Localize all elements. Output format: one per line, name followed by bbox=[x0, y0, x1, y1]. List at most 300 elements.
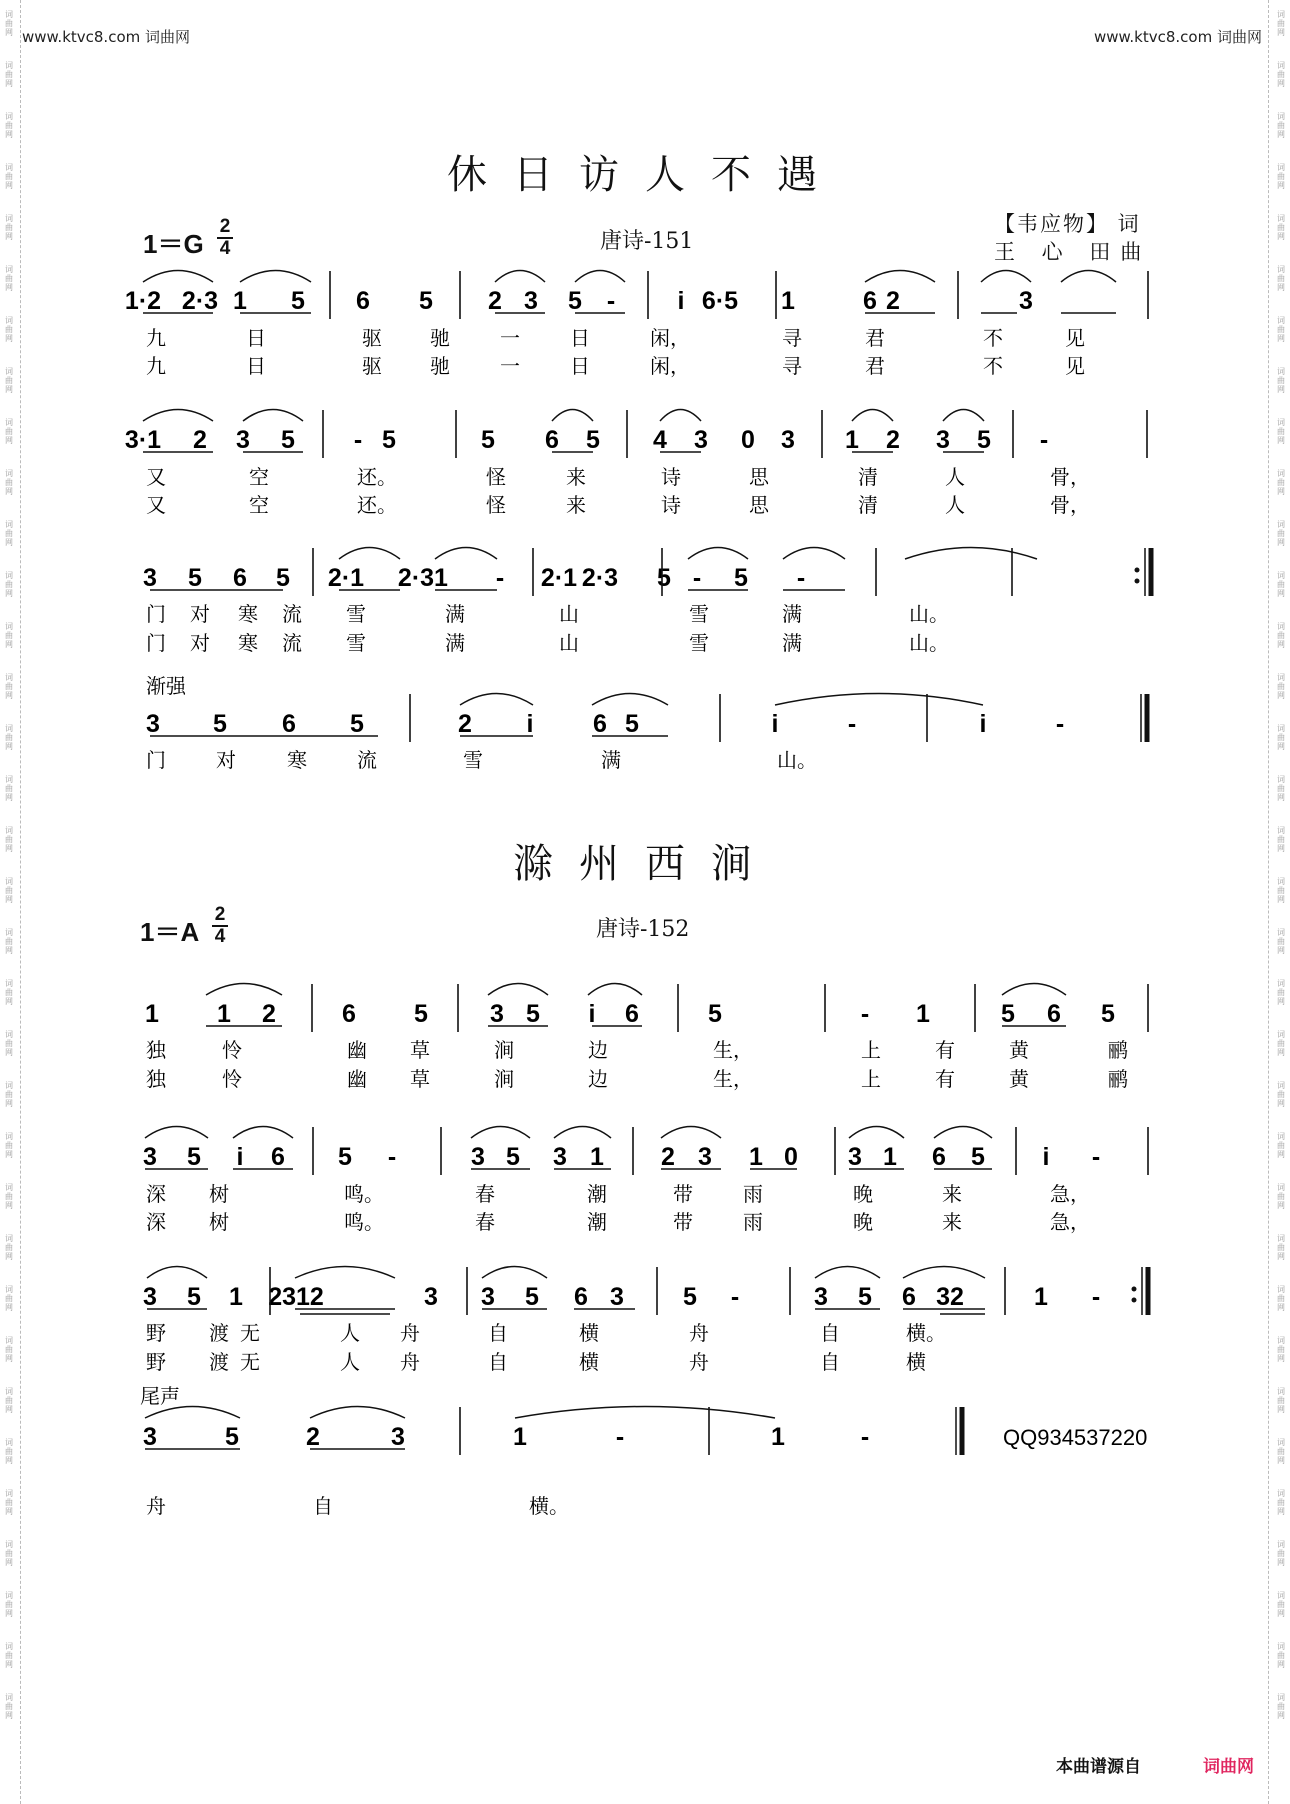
jianpu-note: 5 bbox=[708, 1000, 722, 1028]
jianpu-note: 5 bbox=[213, 710, 227, 738]
jianpu-note: 2 bbox=[886, 426, 900, 454]
jianpu-note: 3 bbox=[236, 426, 250, 454]
slur-arc bbox=[815, 1267, 880, 1279]
slur-arc bbox=[661, 1127, 721, 1139]
side-watermark-glyph: 词 曲 网 bbox=[5, 469, 13, 496]
lyric-syllable: 又 bbox=[146, 493, 166, 517]
jianpu-note: 5 bbox=[858, 1283, 872, 1311]
jianpu-note: 2312 bbox=[268, 1283, 324, 1311]
slur-arc bbox=[147, 1267, 207, 1279]
side-watermark-glyph: 词 曲 网 bbox=[1277, 1642, 1285, 1669]
jianpu-note: 6 bbox=[271, 1143, 285, 1171]
lyric-syllable: 横。 bbox=[529, 1494, 569, 1518]
jianpu-note: 5 bbox=[188, 564, 202, 592]
lyric-syllable: 满 bbox=[445, 631, 465, 655]
side-watermark-glyph: 词 曲 网 bbox=[1277, 112, 1285, 139]
slur-arc bbox=[240, 271, 311, 283]
jianpu-note: 5 bbox=[281, 426, 295, 454]
lyric-syllable: 深 bbox=[146, 1210, 166, 1234]
jianpu-note: i bbox=[236, 1143, 244, 1171]
side-watermark-glyph: 词 曲 网 bbox=[1277, 61, 1285, 88]
side-watermark-glyph: 词 曲 网 bbox=[5, 520, 13, 547]
lyric-syllable: 诗 bbox=[661, 493, 681, 517]
slur-arc bbox=[206, 984, 282, 996]
side-watermark-glyph: 词 曲 网 bbox=[5, 1489, 13, 1516]
jianpu-note: 5 bbox=[525, 1283, 539, 1311]
side-watermark-glyph: 词 曲 网 bbox=[5, 571, 13, 598]
lyric-syllable: 清 bbox=[858, 465, 878, 489]
footer-brand: 词曲网 bbox=[1203, 1757, 1254, 1777]
lyric-syllable: 涧 bbox=[494, 1038, 514, 1062]
lyric-syllable: 还。 bbox=[357, 493, 397, 517]
side-watermark-glyph: 词 曲 网 bbox=[1277, 520, 1285, 547]
side-watermark-glyph: 词 曲 网 bbox=[1277, 1183, 1285, 1210]
lyric-syllable: 渡 bbox=[209, 1321, 229, 1345]
repeat-dot bbox=[1135, 579, 1140, 584]
lyric-syllable: 驰 bbox=[430, 354, 450, 378]
lyric-syllable: 人 bbox=[945, 493, 965, 517]
lyric-syllable: 满 bbox=[445, 602, 465, 626]
song2-title: 滁州西涧 bbox=[513, 841, 777, 887]
jianpu-note: 1 bbox=[916, 1000, 930, 1028]
lyric-syllable: 九 bbox=[146, 326, 166, 350]
slur-arc bbox=[592, 694, 668, 706]
jianpu-note: - bbox=[1091, 1283, 1101, 1311]
jianpu-note: 0 bbox=[741, 426, 755, 454]
jianpu-note: 1 bbox=[217, 1000, 231, 1028]
jianpu-note: 5 bbox=[1001, 1000, 1015, 1028]
jianpu-note: 5 bbox=[526, 1000, 540, 1028]
lyric-syllable: 舟 bbox=[689, 1350, 709, 1374]
jianpu-note: 5 bbox=[414, 1000, 428, 1028]
lyric-syllable: 有 bbox=[935, 1067, 955, 1091]
lyric-syllable: 怜 bbox=[222, 1067, 242, 1091]
side-watermark-glyph: 词 曲 网 bbox=[5, 214, 13, 241]
side-watermark-glyph: 词 曲 网 bbox=[1277, 1336, 1285, 1363]
jianpu-note: - bbox=[860, 1423, 870, 1451]
song2-subtitle: 唐诗-152 bbox=[596, 917, 690, 942]
lyric-syllable: 边 bbox=[588, 1067, 608, 1091]
lyric-syllable: 诗 bbox=[661, 465, 681, 489]
lyric-syllable: 横 bbox=[579, 1350, 599, 1374]
slur-arc bbox=[554, 1127, 611, 1139]
jianpu-note: 6 bbox=[932, 1143, 946, 1171]
lyric-syllable: 流 bbox=[357, 748, 377, 772]
jianpu-note: 2·1 bbox=[327, 564, 365, 592]
lyric-syllable: 舟 bbox=[400, 1350, 420, 1374]
lyric-syllable: 流 bbox=[282, 602, 302, 626]
lyric-syllable: 渡 bbox=[209, 1350, 229, 1374]
side-watermark-glyph: 词 曲 网 bbox=[5, 1591, 13, 1618]
lyric-syllable: 野 bbox=[146, 1350, 166, 1374]
jianpu-note: 5 bbox=[291, 287, 305, 315]
lyric-syllable: 对 bbox=[216, 748, 236, 772]
lyric-syllable: 黄 bbox=[1009, 1067, 1029, 1091]
lyric-syllable: 山。 bbox=[909, 602, 949, 626]
side-watermark-glyph: 词 曲 网 bbox=[1277, 1489, 1285, 1516]
lyric-syllable: 清 bbox=[858, 493, 878, 517]
lyric-syllable: 鸣。 bbox=[344, 1182, 384, 1206]
jianpu-note: 3 bbox=[143, 1423, 157, 1451]
lyric-syllable: 急， bbox=[1050, 1210, 1090, 1234]
side-watermark-glyph: 词 曲 网 bbox=[1277, 571, 1285, 598]
lyric-syllable: 人 bbox=[340, 1350, 360, 1374]
lyric-syllable: 舟 bbox=[146, 1494, 166, 1518]
song1-composer: 王 心 田曲 bbox=[994, 240, 1152, 264]
lyric-syllable: 野 bbox=[146, 1321, 166, 1345]
side-watermark-glyph: 词 曲 网 bbox=[1277, 265, 1285, 292]
lyric-syllable: 又 bbox=[146, 465, 166, 489]
jianpu-note: 1 bbox=[590, 1143, 604, 1171]
side-watermark-glyph: 词 曲 网 bbox=[1277, 1438, 1285, 1465]
side-watermark-glyph: 词 曲 网 bbox=[1277, 1030, 1285, 1057]
lyric-syllable: 满 bbox=[782, 602, 802, 626]
song1-lyricist: 【韦应物】 词 bbox=[994, 212, 1141, 236]
lyric-syllable: 树 bbox=[209, 1182, 229, 1206]
jianpu-note: i bbox=[979, 710, 987, 738]
lyric-syllable: 雪 bbox=[346, 602, 366, 626]
slur-arc bbox=[575, 271, 625, 283]
side-watermark-glyph: 词 曲 网 bbox=[5, 1285, 13, 1312]
lyric-syllable: 空 bbox=[249, 465, 269, 489]
side-watermark-glyph: 词 曲 网 bbox=[5, 1336, 13, 1363]
lyric-syllable: 生， bbox=[713, 1067, 753, 1091]
side-watermark-glyph: 词 曲 网 bbox=[1277, 214, 1285, 241]
time-top: 2 bbox=[214, 904, 226, 925]
jianpu-note: 5 bbox=[338, 1143, 352, 1171]
jianpu-note: i bbox=[526, 710, 534, 738]
side-watermark-glyph: 词 曲 网 bbox=[1277, 469, 1285, 496]
jianpu-note: 6·5 bbox=[701, 287, 739, 315]
slur-arc bbox=[310, 1407, 405, 1419]
jianpu-note: 6 bbox=[342, 1000, 356, 1028]
side-watermark-glyph: 词 曲 网 bbox=[5, 979, 13, 1006]
slur-arc bbox=[981, 271, 1031, 283]
jianpu-note: 3 bbox=[1019, 287, 1033, 315]
jianpu-note: 2 bbox=[886, 287, 900, 315]
slur-arc bbox=[143, 271, 213, 283]
lyric-syllable: 雨 bbox=[743, 1210, 763, 1234]
jianpu-note: 3 bbox=[698, 1143, 712, 1171]
lyric-syllable: 雨 bbox=[743, 1182, 763, 1206]
jianpu-note: 5 bbox=[625, 710, 639, 738]
jianpu-note: 6 bbox=[356, 287, 370, 315]
side-watermark-glyph: 词 曲 网 bbox=[5, 163, 13, 190]
song1-subtitle: 唐诗-151 bbox=[600, 229, 694, 254]
lyric-syllable: 黄 bbox=[1009, 1038, 1029, 1062]
lyric-syllable: 流 bbox=[282, 631, 302, 655]
jianpu-note: i bbox=[677, 287, 685, 315]
side-watermark-glyph: 词 曲 网 bbox=[1277, 1693, 1285, 1720]
lyric-syllable: 还。 bbox=[357, 465, 397, 489]
lyric-syllable: 春 bbox=[475, 1210, 495, 1234]
jianpu-note: 1 bbox=[883, 1143, 897, 1171]
lyric-syllable: 边 bbox=[588, 1038, 608, 1062]
slur-arc bbox=[515, 1407, 775, 1419]
lyric-syllable: 空 bbox=[249, 493, 269, 517]
lyric-syllable: 山 bbox=[559, 631, 579, 655]
performance-direction: 尾声 bbox=[140, 1384, 180, 1408]
jianpu-note: - bbox=[353, 426, 363, 454]
jianpu-note: 5 bbox=[683, 1283, 697, 1311]
side-watermark-glyph: 词 曲 网 bbox=[5, 775, 13, 802]
side-watermark-glyph: 词 曲 网 bbox=[1277, 1540, 1285, 1567]
slur-arc bbox=[243, 410, 303, 422]
side-watermark-glyph: 词 曲 网 bbox=[5, 316, 13, 343]
lyric-syllable: 鹂 bbox=[1108, 1038, 1128, 1062]
lyric-syllable: 潮 bbox=[587, 1210, 607, 1234]
lyric-syllable: 怪 bbox=[486, 493, 506, 517]
slur-arc bbox=[775, 694, 983, 706]
slur-arc bbox=[145, 1127, 208, 1139]
side-watermark-glyph: 词 曲 网 bbox=[1277, 724, 1285, 751]
side-watermark-glyph: 词 曲 网 bbox=[5, 1081, 13, 1108]
lyric-syllable: 深 bbox=[146, 1182, 166, 1206]
lyric-syllable: 独 bbox=[146, 1038, 166, 1062]
side-watermark-glyph: 词 曲 网 bbox=[1277, 10, 1285, 37]
jianpu-note: - bbox=[1039, 426, 1049, 454]
jianpu-note: 3 bbox=[848, 1143, 862, 1171]
lyric-syllable: 雪 bbox=[689, 602, 709, 626]
jianpu-note: 6 bbox=[863, 287, 877, 315]
lyric-syllable: 寻 bbox=[782, 326, 802, 350]
jianpu-note: 3 bbox=[424, 1283, 438, 1311]
side-watermark-glyph: 词 曲 网 bbox=[5, 673, 13, 700]
slur-arc bbox=[588, 984, 642, 996]
lyric-syllable: 带 bbox=[673, 1182, 693, 1206]
jianpu-note: 2·3 bbox=[581, 564, 619, 592]
jianpu-note: 2 bbox=[458, 710, 472, 738]
side-watermark-glyph: 词 曲 网 bbox=[1277, 1387, 1285, 1414]
slur-arc bbox=[1002, 984, 1066, 996]
jianpu-note: - bbox=[615, 1423, 625, 1451]
jianpu-note: 5 bbox=[734, 564, 748, 592]
side-watermark-glyph: 词 曲 网 bbox=[1277, 979, 1285, 1006]
jianpu-note: 5 bbox=[187, 1143, 201, 1171]
jianpu-note: 5 bbox=[568, 287, 582, 315]
lyric-syllable: 舟 bbox=[400, 1321, 420, 1345]
performance-direction: 渐强 bbox=[146, 674, 186, 698]
slur-arc bbox=[660, 410, 701, 422]
jianpu-note: 1 bbox=[1034, 1283, 1048, 1311]
jianpu-note: 6 bbox=[282, 710, 296, 738]
repeat-dot bbox=[1135, 568, 1140, 573]
side-watermark-glyph: 词 曲 网 bbox=[5, 928, 13, 955]
jianpu-note: 5 bbox=[1101, 1000, 1115, 1028]
lyric-syllable: 急， bbox=[1050, 1182, 1090, 1206]
lyric-syllable: 驰 bbox=[430, 326, 450, 350]
slur-arc bbox=[905, 548, 1037, 560]
lyric-syllable: 舟 bbox=[689, 1321, 709, 1345]
lyric-syllable: 山。 bbox=[909, 631, 949, 655]
lyric-syllable: 满 bbox=[782, 631, 802, 655]
lyric-syllable: 人 bbox=[340, 1321, 360, 1345]
lyric-syllable: 日 bbox=[246, 326, 266, 350]
lyric-syllable: 君 bbox=[865, 326, 885, 350]
lyric-syllable: 山 bbox=[559, 602, 579, 626]
side-watermark-glyph: 词 曲 网 bbox=[5, 61, 13, 88]
jianpu-note: 5 bbox=[971, 1143, 985, 1171]
song1-title: 休日访人不遇 bbox=[447, 152, 843, 198]
slur-arc bbox=[488, 984, 548, 996]
jianpu-note: 6 bbox=[625, 1000, 639, 1028]
side-watermark-glyph: 词 曲 网 bbox=[5, 1234, 13, 1261]
jianpu-note: 3·1 bbox=[124, 426, 162, 454]
side-watermark-glyph: 词 曲 网 bbox=[5, 1693, 13, 1720]
side-watermark-glyph: 词 曲 网 bbox=[1277, 418, 1285, 445]
side-watermark-glyph: 词 曲 网 bbox=[1277, 1591, 1285, 1618]
lyric-syllable: 涧 bbox=[494, 1067, 514, 1091]
side-watermark-glyph: 词 曲 网 bbox=[5, 1183, 13, 1210]
side-watermark-glyph: 词 曲 网 bbox=[5, 1030, 13, 1057]
side-watermark-glyph: 词 曲 网 bbox=[5, 418, 13, 445]
side-watermark-glyph: 词 曲 网 bbox=[1277, 928, 1285, 955]
jianpu-note: 6 bbox=[593, 710, 607, 738]
side-watermark-glyph: 词 曲 网 bbox=[1277, 877, 1285, 904]
jianpu-note: 5 bbox=[419, 287, 433, 315]
jianpu-note: 3 bbox=[814, 1283, 828, 1311]
lyric-syllable: 横。 bbox=[906, 1321, 946, 1345]
jianpu-note: 6 bbox=[545, 426, 559, 454]
side-watermark-glyph: 词 曲 网 bbox=[5, 1642, 13, 1669]
slur-arc bbox=[233, 1127, 293, 1139]
lyric-syllable: 见 bbox=[1065, 326, 1085, 350]
lyric-syllable: 来 bbox=[942, 1210, 962, 1234]
lyric-syllable: 无 bbox=[240, 1321, 260, 1345]
side-watermark-glyph: 词 曲 网 bbox=[5, 826, 13, 853]
footer-source: 本曲谱源自 bbox=[1056, 1757, 1141, 1777]
jianpu-note: 5 bbox=[382, 426, 396, 454]
side-watermark-glyph: 词 曲 网 bbox=[5, 367, 13, 394]
jianpu-note: 3 bbox=[524, 287, 538, 315]
lyric-syllable: 怜 bbox=[222, 1038, 242, 1062]
jianpu-note: 2 bbox=[661, 1143, 675, 1171]
side-watermark-glyph: 词 曲 网 bbox=[5, 724, 13, 751]
slur-arc bbox=[688, 548, 748, 560]
lyric-syllable: 潮 bbox=[587, 1182, 607, 1206]
slur-arc bbox=[495, 271, 545, 283]
jianpu-note: 1·2 bbox=[124, 287, 162, 315]
lyric-syllable: 日 bbox=[570, 354, 590, 378]
lyric-syllable: 门 bbox=[146, 748, 166, 772]
side-watermark-glyph: 词 曲 网 bbox=[1277, 1285, 1285, 1312]
jianpu-note: 6 bbox=[574, 1283, 588, 1311]
lyric-syllable: 草 bbox=[410, 1067, 430, 1091]
slur-arc bbox=[145, 1407, 240, 1419]
slur-arc bbox=[552, 410, 593, 422]
side-watermark-glyph: 词 曲 网 bbox=[5, 265, 13, 292]
jianpu-note: 5 bbox=[657, 564, 671, 592]
slur-arc bbox=[865, 271, 935, 283]
slur-arc bbox=[943, 410, 984, 422]
lyric-syllable: 生， bbox=[713, 1038, 753, 1062]
jianpu-note: - bbox=[730, 1283, 740, 1311]
lyric-syllable: 日 bbox=[246, 354, 266, 378]
jianpu-note: 3 bbox=[490, 1000, 504, 1028]
lyric-syllable: 雪 bbox=[346, 631, 366, 655]
slur-arc bbox=[460, 694, 533, 706]
jianpu-note: 4 bbox=[653, 426, 667, 454]
side-watermark-glyph: 词 曲 网 bbox=[5, 877, 13, 904]
jianpu-note: 3 bbox=[143, 564, 157, 592]
repeat-dot bbox=[1132, 1287, 1137, 1292]
slur-arc bbox=[435, 548, 497, 560]
repeat-dot bbox=[1132, 1298, 1137, 1303]
lyric-syllable: 自 bbox=[820, 1321, 840, 1345]
jianpu-note: 1 bbox=[845, 426, 859, 454]
side-watermark-glyph: 词 曲 网 bbox=[1277, 163, 1285, 190]
time-bottom: 4 bbox=[219, 238, 231, 259]
lyric-syllable: 一 bbox=[500, 354, 520, 378]
jianpu-note: - bbox=[860, 1000, 870, 1028]
jianpu-note: 32 bbox=[936, 1283, 964, 1311]
lyric-syllable: 晚 bbox=[853, 1182, 873, 1206]
jianpu-note: 5 bbox=[586, 426, 600, 454]
lyric-syllable: 鸣。 bbox=[344, 1210, 384, 1234]
side-watermark-glyph: 词 曲 网 bbox=[1277, 673, 1285, 700]
side-watermark-glyph: 词 曲 网 bbox=[5, 622, 13, 649]
slur-arc bbox=[482, 1267, 547, 1279]
jianpu-note: i bbox=[1042, 1143, 1050, 1171]
lyric-syllable: 幽 bbox=[347, 1067, 367, 1091]
side-watermark-glyph: 词 曲 网 bbox=[1277, 367, 1285, 394]
slur-arc bbox=[934, 1127, 992, 1139]
jianpu-note: 3 bbox=[610, 1283, 624, 1311]
song2-key: 1＝A bbox=[140, 917, 200, 947]
lyric-syllable: 驱 bbox=[362, 354, 382, 378]
lyric-syllable: 幽 bbox=[347, 1038, 367, 1062]
lyric-syllable: 有 bbox=[935, 1038, 955, 1062]
jianpu-note: 1 bbox=[434, 564, 448, 592]
slur-arc bbox=[783, 548, 845, 560]
watermark-left: www.ktvc8.com 词曲网 bbox=[22, 28, 191, 46]
jianpu-note: 5 bbox=[977, 426, 991, 454]
jianpu-note: - bbox=[606, 287, 616, 315]
jianpu-note: 0 bbox=[784, 1143, 798, 1171]
slur-arc bbox=[339, 548, 400, 560]
lyric-syllable: 门 bbox=[146, 631, 166, 655]
side-watermark-glyph: 词 曲 网 bbox=[5, 1387, 13, 1414]
jianpu-note: 2·1 bbox=[540, 564, 578, 592]
jianpu-note: 5 bbox=[350, 710, 364, 738]
jianpu-note: 1 bbox=[233, 287, 247, 315]
lyric-syllable: 雪 bbox=[463, 748, 483, 772]
slur-arc bbox=[852, 410, 893, 422]
time-bottom: 4 bbox=[214, 926, 226, 947]
jianpu-note: 3 bbox=[143, 1143, 157, 1171]
lyric-syllable: 不 bbox=[983, 354, 1003, 378]
lyric-syllable: 山。 bbox=[777, 748, 817, 772]
jianpu-note: 2 bbox=[262, 1000, 276, 1028]
jianpu-note: 6 bbox=[902, 1283, 916, 1311]
jianpu-note: 3 bbox=[936, 426, 950, 454]
jianpu-note: 1 bbox=[145, 1000, 159, 1028]
side-watermark-glyph: 词 曲 网 bbox=[5, 10, 13, 37]
lyric-syllable: 草 bbox=[410, 1038, 430, 1062]
lyric-syllable: 怪 bbox=[486, 465, 506, 489]
slur-arc bbox=[903, 1267, 985, 1279]
lyric-syllable: 骨， bbox=[1050, 465, 1090, 489]
jianpu-note: 5 bbox=[506, 1143, 520, 1171]
jianpu-note: 1 bbox=[749, 1143, 763, 1171]
qq-contact: QQ934537220 bbox=[1003, 1425, 1148, 1450]
lyric-syllable: 人 bbox=[945, 465, 965, 489]
slur-arc bbox=[471, 1127, 530, 1139]
lyric-syllable: 雪 bbox=[689, 631, 709, 655]
watermark-right: www.ktvc8.com 词曲网 bbox=[1093, 28, 1262, 46]
jianpu-note: 1 bbox=[229, 1283, 243, 1311]
jianpu-note: 2 bbox=[193, 426, 207, 454]
